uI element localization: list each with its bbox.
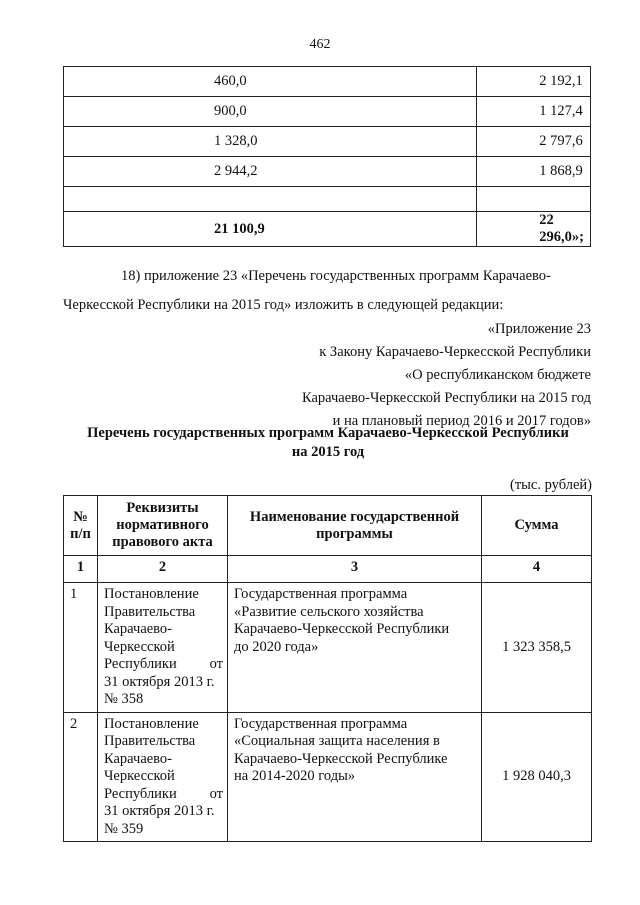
column-number: 3 xyxy=(228,556,482,583)
act-line: Постановление xyxy=(104,586,199,602)
paragraph-line: Черкесской Республики на 2015 год» изложить в следующей редакции: xyxy=(63,297,504,313)
act-line: Правительства xyxy=(104,603,196,620)
table-cell: 2 192,1 xyxy=(477,67,591,97)
header-name: Наименование государственной программы xyxy=(228,496,482,556)
row-number: 1 xyxy=(64,583,98,713)
program-line: Карачаево-Черкесской Республике xyxy=(234,750,448,767)
table-total-row xyxy=(64,212,591,247)
table-cell: 900,0 xyxy=(64,97,477,127)
act-line: Постановление xyxy=(104,715,199,732)
act-line xyxy=(104,786,223,804)
units-label: (тыс. рублей) xyxy=(510,477,592,493)
program-line: Государственная программа xyxy=(234,715,408,732)
act-line: Карачаево- xyxy=(104,621,173,637)
header-num: № п/п xyxy=(64,496,98,556)
program-name-cell xyxy=(228,583,482,713)
act-word: Республики xyxy=(104,656,177,672)
table-row xyxy=(64,127,591,157)
table-row xyxy=(64,67,591,97)
program-name-cell xyxy=(228,712,482,842)
act-line: Черкесской xyxy=(104,638,175,655)
program-line: Карачаево-Черкесской Республики xyxy=(234,621,450,637)
header-act: Реквизиты нормативного правового акта xyxy=(98,496,228,556)
act-line: Черкесской xyxy=(104,768,175,784)
header-sum: Сумма xyxy=(482,496,592,556)
program-line: Государственная программа xyxy=(234,586,408,602)
total-cell: 22 296,0»; xyxy=(477,212,591,247)
table-cell: 1 868,9 xyxy=(477,157,591,187)
act-line: 31 октября 2013 г. xyxy=(104,673,215,690)
table-cell: 1 127,4 xyxy=(477,97,591,127)
sum-cell: 1 928 040,3 xyxy=(482,712,592,842)
act-line: № 359 xyxy=(104,820,144,837)
annex-line: «О республиканском бюджете xyxy=(404,367,591,383)
act-word: Республики xyxy=(104,785,177,802)
amendment-paragraph xyxy=(63,262,591,320)
legal-act-cell xyxy=(98,583,228,713)
table-row-empty xyxy=(64,187,591,212)
program-line: на 2014-2020 годы» xyxy=(234,768,356,784)
table-cell xyxy=(477,187,591,212)
act-line: 31 октября 2013 г. xyxy=(104,803,215,819)
column-number: 2 xyxy=(98,556,228,583)
act-word: от xyxy=(209,785,223,802)
table-cell xyxy=(64,187,477,212)
legal-act-cell xyxy=(98,712,228,842)
page-number: 462 xyxy=(309,37,331,52)
table-header-row xyxy=(64,496,592,556)
program-line: «Развитие сельского хозяйства xyxy=(234,603,424,620)
act-line: Карачаево- xyxy=(104,750,173,767)
programs-table xyxy=(63,495,592,842)
column-number: 4 xyxy=(482,556,592,583)
table-cell: 2 944,2 xyxy=(64,157,477,187)
table-row xyxy=(64,97,591,127)
table-row xyxy=(64,712,592,842)
act-word: от xyxy=(209,656,223,672)
annex-line: «Приложение 23 xyxy=(487,321,591,337)
act-line xyxy=(104,656,223,674)
row-number: 2 xyxy=(64,712,98,842)
total-cell: 21 100,9 xyxy=(64,212,477,247)
annex-header xyxy=(302,318,591,433)
act-line: № 358 xyxy=(104,691,144,707)
title-line: на 2015 год xyxy=(291,444,365,460)
annex-line: к Закону Карачаево-Черкесской Республики xyxy=(319,344,591,360)
annex-line: и на плановый период 2016 и 2017 годов» xyxy=(332,413,591,429)
table-cell: 460,0 xyxy=(64,67,477,97)
table-row xyxy=(64,583,592,713)
column-number-row xyxy=(64,556,592,583)
act-line: Правительства xyxy=(104,733,196,749)
table-cell: 2 797,6 xyxy=(477,127,591,157)
document-title xyxy=(40,424,616,462)
table-cell: 1 328,0 xyxy=(64,127,477,157)
sum-cell: 1 323 358,5 xyxy=(482,583,592,713)
program-line: до 2020 года» xyxy=(234,638,319,655)
budget-summary-table xyxy=(63,66,591,247)
annex-line: Карачаево-Черкесской Республики на 2015 год xyxy=(301,390,591,406)
table-row xyxy=(64,157,591,187)
program-line: «Социальная защита населения в xyxy=(234,733,440,749)
paragraph-line: 18) приложение 23 «Перечень государственных программ Карачаево- xyxy=(121,268,551,284)
column-number: 1 xyxy=(64,556,98,583)
title-line: Перечень государственных программ Карачаево-Черкесской Республики xyxy=(87,425,569,441)
